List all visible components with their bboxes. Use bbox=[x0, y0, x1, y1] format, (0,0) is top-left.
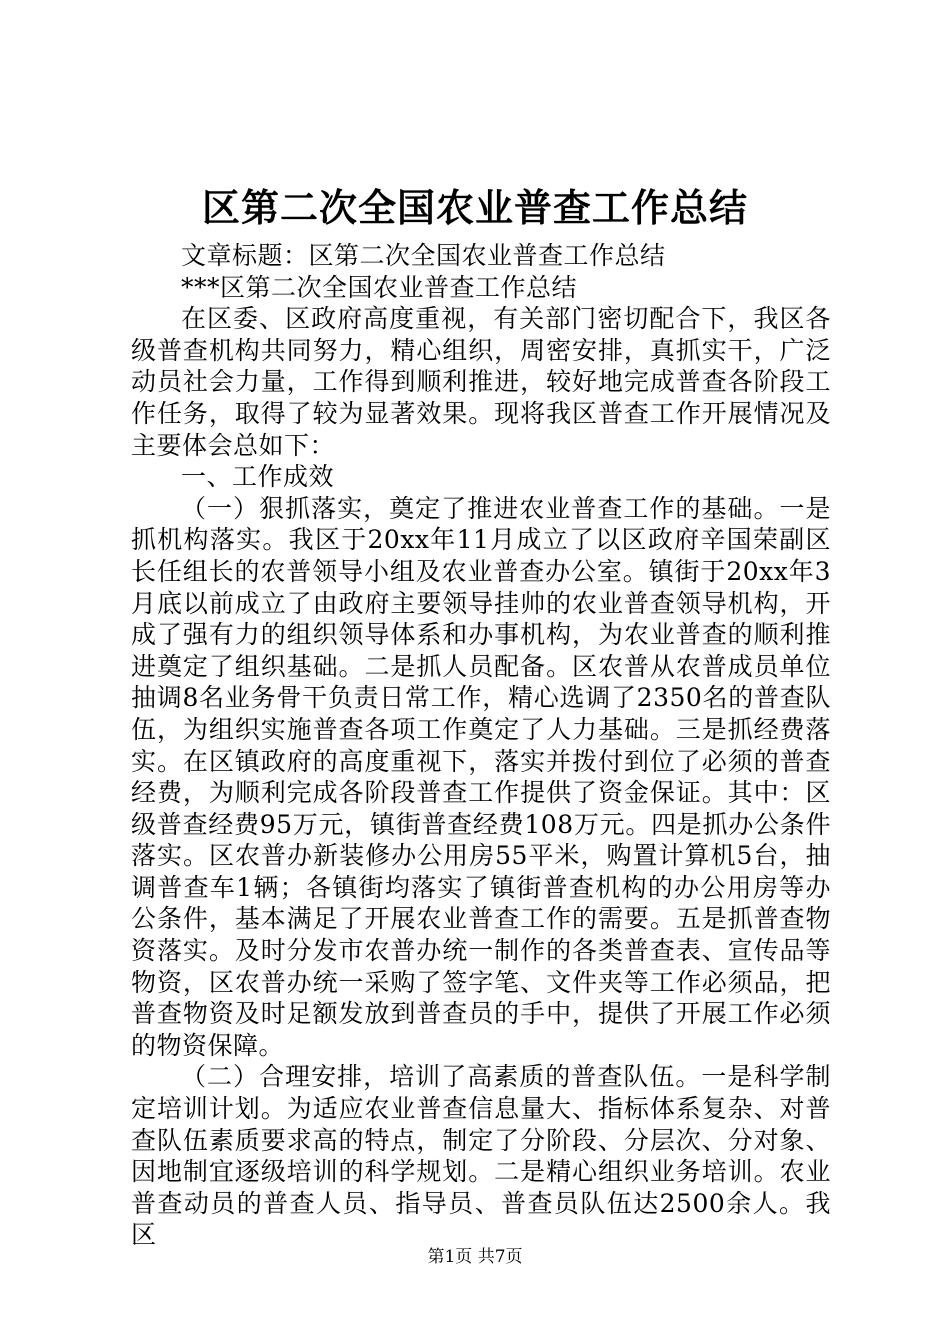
document-title: 区第二次全国农业普查工作总结 bbox=[201, 185, 748, 230]
page-footer: 第1页 共7页 bbox=[427, 1247, 523, 1267]
body-paragraph: （二）合理安排，培训了高素质的普查队伍。一是科学制定培训计划。为适应农业普查信息量大、指标体系复杂、对普查队伍素质要求高的特点，制定了分阶段、分层次、分对象、因地制宜逐级培训的科学规划。二是精心组织业务培训。农业普查动员的普查人员、指导员、普查员队伍达2500余人。我区 bbox=[131, 1062, 831, 1250]
article-title-line: 文章标题：区第二次全国农业普查工作总结 bbox=[181, 241, 666, 270]
section-heading: 一、工作成效 bbox=[181, 462, 335, 492]
intro-paragraph: 在区委、区政府高度重视，有关部门密切配合下，我区各级普查机构共同努力，精心组织，周密安排，真抓实干，广泛动员社会力量，工作得到顺利推进，较好地完成普查各阶段工作任务，取得了较为显著效果。现将我区普查工作开展情况及主要体会总如下： bbox=[131, 304, 831, 460]
document-body bbox=[131, 240, 831, 1251]
subtitle-line: ***区第二次全国农业普查工作总结 bbox=[181, 272, 578, 302]
body-paragraph: （一）狠抓落实，奠定了推进农业普查工作的基础。一是抓机构落实。我区于20xx年11月成立了以区政府辛国荣副区长任组长的农普领导小组及农业普查办公室。镇街于20xx年3月底以前成立了由政府主要领导挂帅的农业普查领导机构，开成了强有力的组织领导体系和办事机构，为农业普查的顺利推进奠定了组织基础。二是抓人员配备。区农普从农普成员单位抽调8名业务骨干负责日常工作，精心选调了2350名的普查队伍，为组织实施普查各项工作奠定了人力基础。三是抓经费落实。在区镇政府的高度重视下，落实并拨付到位了必须的普查经费，为顺利完成各阶段普查工作提供了资金保证。其中：区级普查经费95万元，镇街普查经费108万元。四是抓办公条件落实。区农普办新装修办公用房55平米，购置计算机5台，抽调普查车1辆；各镇街均落实了镇街普查机构的办公用房等办公条件，基本满足了开展农业普查工作的需要。五是抓普查物资落实。及时分发市农普办统一制作的各类普查表、宣传品等物资，区农普办统一采购了签字笔、文件夹等工作必须品，把普查物资及时足额发放到普查员的手中，提供了开展工作必须的物资保障。 bbox=[131, 493, 831, 1060]
